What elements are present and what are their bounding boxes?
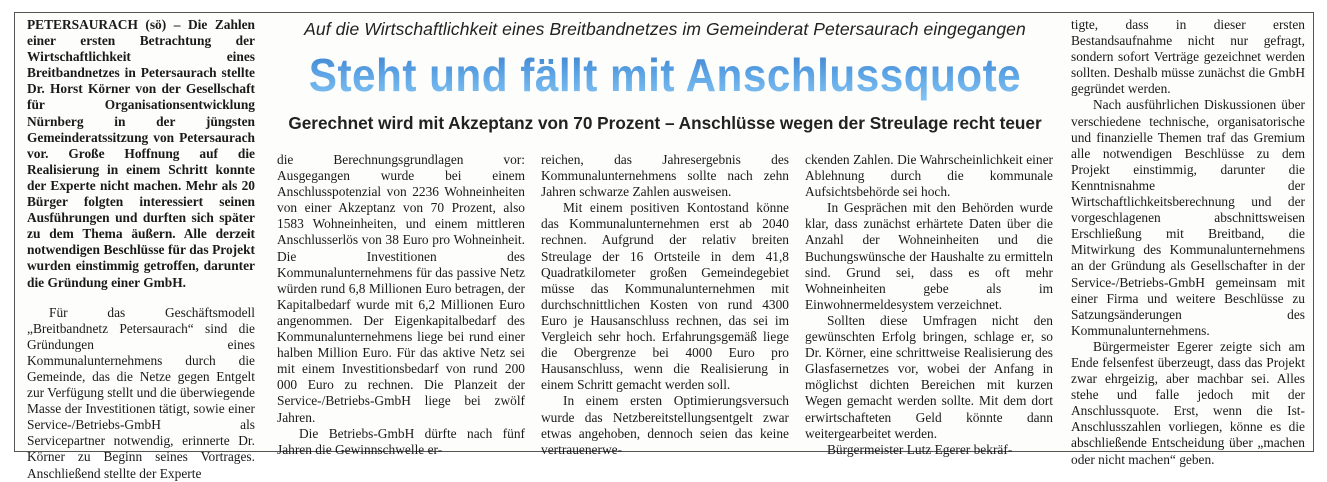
column-4 bbox=[805, 152, 1053, 458]
column-3 bbox=[541, 152, 789, 458]
column-5 bbox=[1071, 17, 1305, 468]
body-paragraph: Bürgermeister Lutz Egerer bekräf- bbox=[827, 441, 1013, 457]
column-1 bbox=[27, 17, 255, 482]
kicker: Auf die Wirtschaftlichkeit eines Breitbandnetzes im Gemeinderat Petersaurach eingegangen bbox=[304, 19, 1026, 39]
body-paragraph: die Berechnungsgrundlagen vor: Ausgegangen wurde bei einem Anschlusspotenzial von 2236 Wohneinheiten von einer Akzeptanz von 70 Prozent, also 1583 Wohneinheiten, und einem mittleren Anschlusserlös von 38 Euro pro Wohneinheit. Die Investitionen des Kommunalunternehmens für das passive Netz würden rund 6,8 Millionen Euro betragen, der Kapitalbedarf wurde mit 6,2 Millionen Euro angenommen. Der Eigenkapitalbedarf des Kommunalunternehmens liege bei rund einer halben Million Euro. Für das aktive Netz sei mit einem Investitionsbedarf von rund 200 000 Euro zu rechnen. Die Planzeit der Service-/Betriebs-GmbH liege bei zwölf Jahren. bbox=[277, 152, 525, 425]
column-2 bbox=[277, 152, 525, 458]
headline-block bbox=[267, 13, 1063, 148]
body-paragraph: reichen, das Jahresergebnis des Kommunalunternehmens sollte nach zehn Jahren schwarze Zahlen ausweisen. bbox=[541, 152, 789, 200]
newspaper-clipping bbox=[14, 12, 1314, 481]
subheadline: Gerechnet wird mit Akzeptanz von 70 Prozent – Anschlüsse wegen der Streulage recht teuer bbox=[288, 113, 1042, 133]
body-paragraph: ckenden Zahlen. Die Wahrscheinlichkeit einer Ablehnung durch die kommunale Aufsichtsbehörde sei hoch. bbox=[805, 152, 1053, 200]
lead-paragraph bbox=[27, 17, 255, 291]
body-paragraph: In Gesprächen mit den Behörden wurde klar, dass zunächst erhärtete Daten über die Anzahl der Wohneinheiten und die Buchungswünsche der Haushalte zu ermitteln sind. Grund sei, dass es oft mehr Wohneinheiten gebe als im Einwohnermeldesystem verzeichnet. bbox=[805, 200, 1053, 312]
body-paragraph: Die Betriebs-GmbH dürfte nach fünf Jahren die Gewinnschwelle er- bbox=[277, 425, 525, 457]
headline: Steht und fällt mit Anschlussquote bbox=[299, 49, 1031, 101]
body-paragraph: Für das Geschäftsmodell „Breitbandnetz Petersaurach“ sind die Gründungen eines Kommunalunternehmens durch die Gemeinde, das die Netze gegen Entgelt zur Verfügung stellt und die überwiegende Masse der Investitionen tätigt, sowie einer Service-/Betriebs-GmbH als Servicepartner notwendig, erinnerte Dr. Körner zu Beginn seines Vortrages. Anschließend stellte der Experte bbox=[27, 304, 255, 481]
body-paragraph: Nach ausführlichen Diskussionen über verschiedene technische, organisatorische und finanzielle Themen traf das Gremium alle notwendigen Beschlüsse zu dem Projekt einstimmig, darunter die Kenntnisnahme der Wirtschaftlichkeitsberechnung und der vorgeschlagenen abschnittsweisen Erschließung mit Breitband, die Mitwirkung des Kommunalunternehmens an der Gründung als Gesellschafter in der Service-/Betriebs-GmbH gemeinsam mit einer Firma und weitere Beschlüsse zu Satzungsänderungen des Kommunalunternehmens. bbox=[1071, 97, 1305, 338]
body-paragraph: Sollten diese Umfragen nicht den gewünschten Erfolg bringen, schlage er, so Dr. Körner, eine schrittweise Realisierung des Glasfasernetzes vor, wobei der Anfang in möglichst dichten Bereichen mit kurzen Wegen gemacht werden sollte. Mit dem dort erwirtschafteten Geld könnte dann weitergearbeitet werden. bbox=[805, 312, 1053, 441]
body-paragraph: tigte, dass in dieser ersten Bestandsaufnahme nicht nur gefragt, sondern sofort Verträge gezeichnet werden sollten. Deshalb müsse zunächst die GmbH gegründet werden. bbox=[1071, 17, 1305, 97]
dateline: PETERSAURACH (sö) bbox=[27, 17, 167, 32]
lead-text: – Die Zahlen einer ersten Betrachtung der Wirtschaftlichkeit eines Breitbandnetzes in Petersaurach stellte Dr. Horst Körner von der Gesellschaft für Organisationsentwicklung Nürnberg in der jüngsten Gemeinderatssitzung von Petersaurach vor. Große Hoffnung auf die Realisierung in einem Schritt konnte der Experte nicht machen. Mehr als 20 Bürger folgten interessiert seinen Ausführungen und durften sich später zu dem Thema äußern. Alle derzeit notwendigen Beschlüsse für das Projekt wurden einstimmig getroffen, darunter die Gründung einer GmbH. bbox=[27, 17, 256, 290]
body-paragraph: Bürgermeister Egerer zeigte sich am Ende felsenfest überzeugt, dass das Projekt zwar ehrgeizig, aber machbar sei. Alles stehe und falle jedoch mit der Anschlussquote. Erst, wenn die Ist-Anschlusszahlen vorliegen, könne es die abschließende Entscheidung über „machen oder nicht machen“ geben. bbox=[1071, 338, 1305, 467]
body-paragraph: In einem ersten Optimierungsversuch wurde das Netzbereitstellungsentgelt zwar etwas angehoben, dennoch seien das keine vertrauenerwe- bbox=[541, 393, 789, 457]
body-paragraph: Mit einem positiven Kontostand könne das Kommunalunternehmen erst ab 2040 rechnen. Aufgrund der relativ breiten Streulage der 16 Ortsteile in dem 41,8 Quadratkilometer großen Gemeindegebiet müsse das Kommunalunternehmen mit durchschnittlichen Kosten von rund 4300 Euro je Hausanschluss rechnen, das sei im Vergleich sehr hoch. Erfahrungsgemäß liege die Obergrenze bei 4000 Euro pro Hausanschluss, wenn die Realisierung in einem Schritt gemacht werden soll. bbox=[541, 200, 789, 393]
